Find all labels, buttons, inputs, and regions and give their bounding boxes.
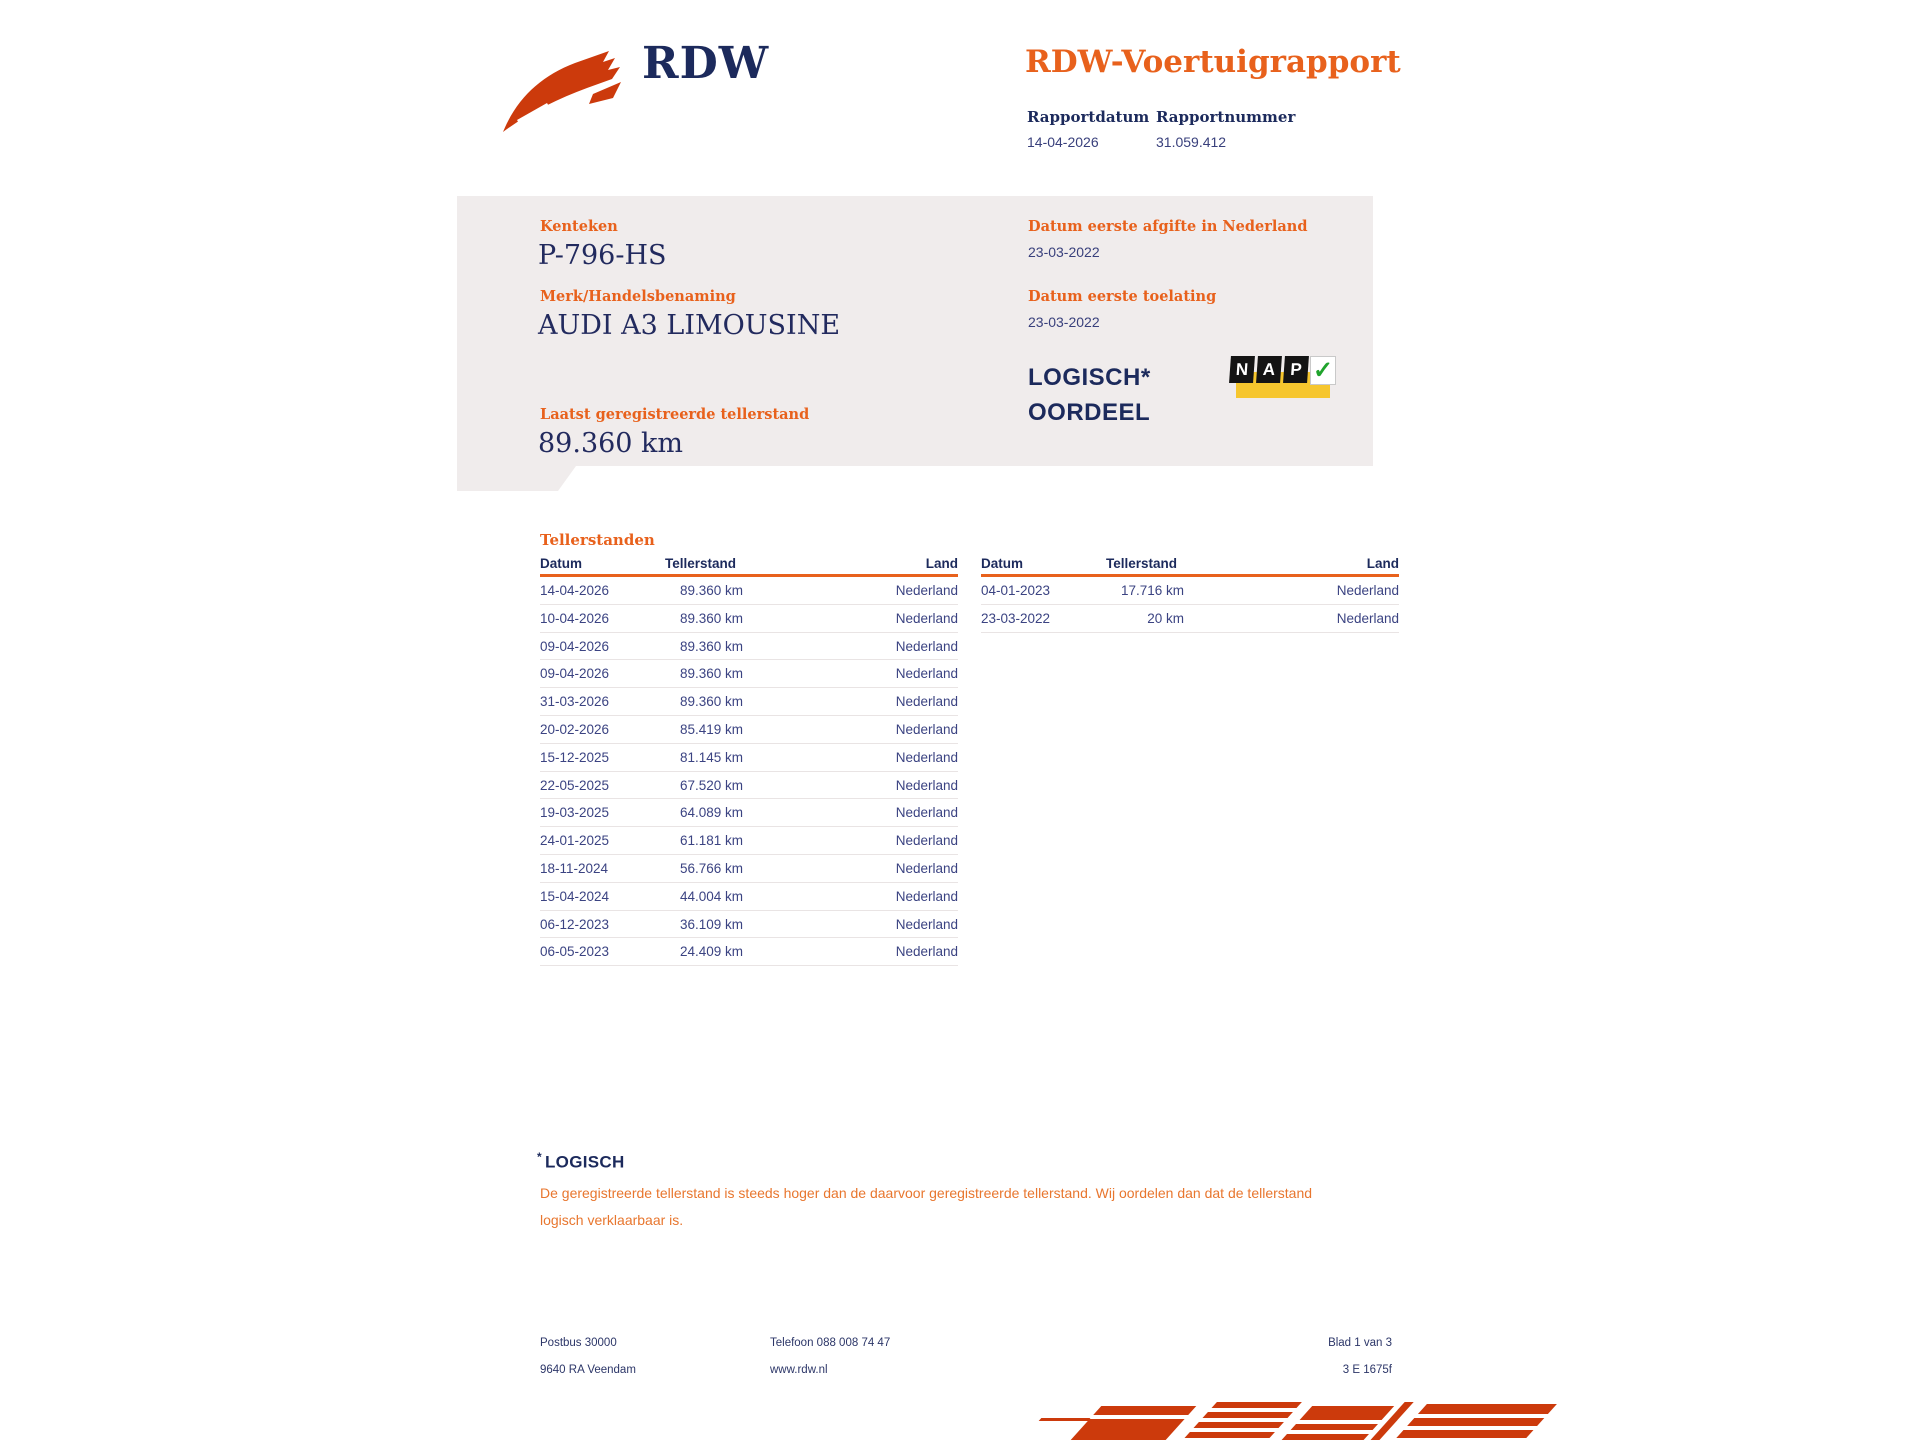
header-land: Land	[1366, 556, 1399, 571]
table-row	[540, 744, 958, 772]
nap-check-icon: ✓	[1312, 357, 1334, 384]
tellerstand-table-right	[981, 556, 1399, 633]
row-date: 10-04-2026	[540, 610, 610, 626]
table-row	[540, 855, 958, 883]
row-tellerstand: 89.360 km	[679, 694, 743, 710]
laatste-tellerstand-label: Laatst geregistreerde tellerstand	[540, 406, 810, 423]
laatste-tellerstand-value: 89.360 km	[538, 428, 684, 459]
row-land: Nederland	[895, 777, 958, 793]
table-row	[981, 605, 1399, 633]
row-date: 19-03-2025	[540, 805, 610, 821]
row-tellerstand: 36.109 km	[679, 916, 743, 932]
row-land: Nederland	[895, 888, 958, 904]
row-tellerstand: 20 km	[1147, 610, 1184, 626]
header-land: Land	[925, 556, 958, 571]
merk-value: AUDI A3 LIMOUSINE	[538, 310, 841, 341]
table-body-left	[540, 577, 958, 966]
footer-address-line1: Postbus 30000	[540, 1337, 617, 1349]
row-land: Nederland	[895, 638, 958, 654]
row-land: Nederland	[895, 944, 958, 960]
merk-label: Merk/Handelsbenaming	[540, 288, 736, 305]
table-row	[540, 605, 958, 633]
footer-website: www.rdw.nl	[770, 1364, 828, 1376]
row-land: Nederland	[895, 916, 958, 932]
row-date: 15-12-2025	[540, 749, 610, 765]
nap-logo	[1230, 356, 1334, 402]
header-tellerstand: Tellerstand	[1106, 556, 1178, 571]
row-tellerstand: 64.089 km	[679, 805, 743, 821]
footer-page-info	[1240, 1330, 1392, 1384]
table-row	[540, 827, 958, 855]
eerste-afgifte-value: 23-03-2022	[1028, 244, 1100, 260]
row-date: 06-12-2023	[540, 916, 610, 932]
footnote-asterisk: *	[537, 1150, 542, 1164]
row-date: 14-04-2026	[540, 583, 610, 598]
eerste-afgifte-label: Datum eerste afgifte in Nederland	[1028, 218, 1308, 235]
footer-address-line2: 9640 RA Veendam	[540, 1364, 636, 1376]
table-row	[981, 577, 1399, 605]
art-block-1	[1071, 1406, 1197, 1440]
header-datum: Datum	[540, 556, 583, 571]
report-date-value: 14-04-2026	[1027, 134, 1099, 150]
row-land: Nederland	[1336, 583, 1399, 598]
row-date: 24-01-2025	[540, 833, 610, 849]
table-row	[540, 799, 958, 827]
footer-phone: Telefoon 088 008 74 47	[770, 1337, 891, 1349]
row-date: 31-03-2026	[540, 694, 610, 710]
report-date-label: Rapportdatum	[1027, 108, 1150, 126]
row-date: 06-05-2023	[540, 944, 610, 960]
nap-letter-p: P	[1283, 356, 1309, 383]
table-row	[540, 633, 958, 661]
header-datum: Datum	[981, 556, 1024, 571]
table-row	[540, 660, 958, 688]
table-body-right	[981, 577, 1399, 633]
row-tellerstand: 67.520 km	[679, 777, 743, 793]
row-land: Nederland	[895, 694, 958, 710]
table-row	[540, 716, 958, 744]
row-date: 20-02-2026	[540, 721, 610, 737]
row-land: Nederland	[895, 721, 958, 737]
page-title: RDW-Voertuigrapport	[1025, 44, 1401, 80]
report-number-label: Rapportnummer	[1156, 108, 1296, 126]
logisch-footnote-title	[537, 1150, 625, 1173]
row-tellerstand: 81.145 km	[679, 749, 743, 765]
table-header-row	[540, 556, 958, 577]
row-date: 15-04-2024	[540, 888, 610, 904]
table-row	[540, 772, 958, 800]
footer-address	[540, 1330, 636, 1384]
table-row	[540, 577, 958, 605]
logisch-oordeel-badge	[1028, 360, 1151, 430]
rdw-logo-icon	[497, 46, 637, 136]
row-land: Nederland	[895, 749, 958, 765]
nap-check-tile	[1310, 356, 1336, 385]
logisch-footnote-text: De geregistreerde tellerstand is steeds hoger dan de daarvoor geregistreerde tellerstand. Wij oordelen dan dat de tellerstand logisch verklaarbaar is.	[540, 1185, 1313, 1228]
row-land: Nederland	[895, 833, 958, 849]
row-land: Nederland	[895, 610, 958, 626]
rdw-stripe-art	[1040, 1402, 1540, 1440]
row-tellerstand: 89.360 km	[679, 610, 743, 626]
row-tellerstand: 85.419 km	[679, 721, 743, 737]
table-row	[540, 938, 958, 966]
row-date: 22-05-2025	[540, 777, 610, 793]
row-tellerstand: 24.409 km	[679, 944, 743, 960]
footer-page-number: Blad 1 van 3	[1328, 1337, 1392, 1349]
report-number-value: 31.059.412	[1156, 134, 1227, 150]
row-land: Nederland	[1336, 610, 1399, 626]
oordeel-line2: OORDEEL	[1028, 399, 1151, 426]
table-row	[540, 688, 958, 716]
footnote-title-text: LOGISCH	[544, 1152, 625, 1172]
row-land: Nederland	[895, 666, 958, 682]
footer-contact	[770, 1330, 890, 1384]
oordeel-line1: LOGISCH*	[1028, 364, 1151, 391]
row-tellerstand: 17.716 km	[1120, 583, 1184, 598]
row-date: 09-04-2026	[540, 638, 610, 654]
rdw-logo-text: RDW	[642, 38, 770, 89]
eerste-toelating-label: Datum eerste toelating	[1028, 288, 1217, 305]
kenteken-label: Kenteken	[540, 218, 618, 235]
row-tellerstand: 89.360 km	[679, 666, 743, 682]
art-block-2	[1179, 1402, 1302, 1440]
row-date: 23-03-2022	[981, 610, 1051, 626]
header-tellerstand: Tellerstand	[665, 556, 737, 571]
row-date: 04-01-2023	[981, 583, 1051, 598]
footer-form-code: 3 E 1675f	[1342, 1364, 1392, 1376]
row-tellerstand: 44.004 km	[679, 888, 743, 904]
table-row	[540, 911, 958, 939]
row-tellerstand: 61.181 km	[679, 833, 743, 849]
row-tellerstand: 89.360 km	[679, 638, 743, 654]
tellerstand-table-left	[540, 556, 958, 966]
row-land: Nederland	[895, 860, 958, 876]
art-block-4	[1389, 1404, 1557, 1440]
row-land: Nederland	[895, 583, 958, 598]
tellerstanden-section-title: Tellerstanden	[540, 531, 655, 549]
row-land: Nederland	[895, 805, 958, 821]
row-date: 18-11-2024	[540, 860, 609, 876]
table-header-row	[981, 556, 1399, 577]
eerste-toelating-value: 23-03-2022	[1028, 314, 1100, 330]
row-tellerstand: 56.766 km	[679, 860, 743, 876]
row-tellerstand: 89.360 km	[679, 583, 743, 598]
kenteken-value: P-796-HS	[538, 240, 667, 271]
nap-letter-n: N	[1229, 356, 1255, 383]
nap-letter-a: A	[1256, 356, 1282, 383]
row-date: 09-04-2026	[540, 666, 610, 682]
table-row	[540, 883, 958, 911]
